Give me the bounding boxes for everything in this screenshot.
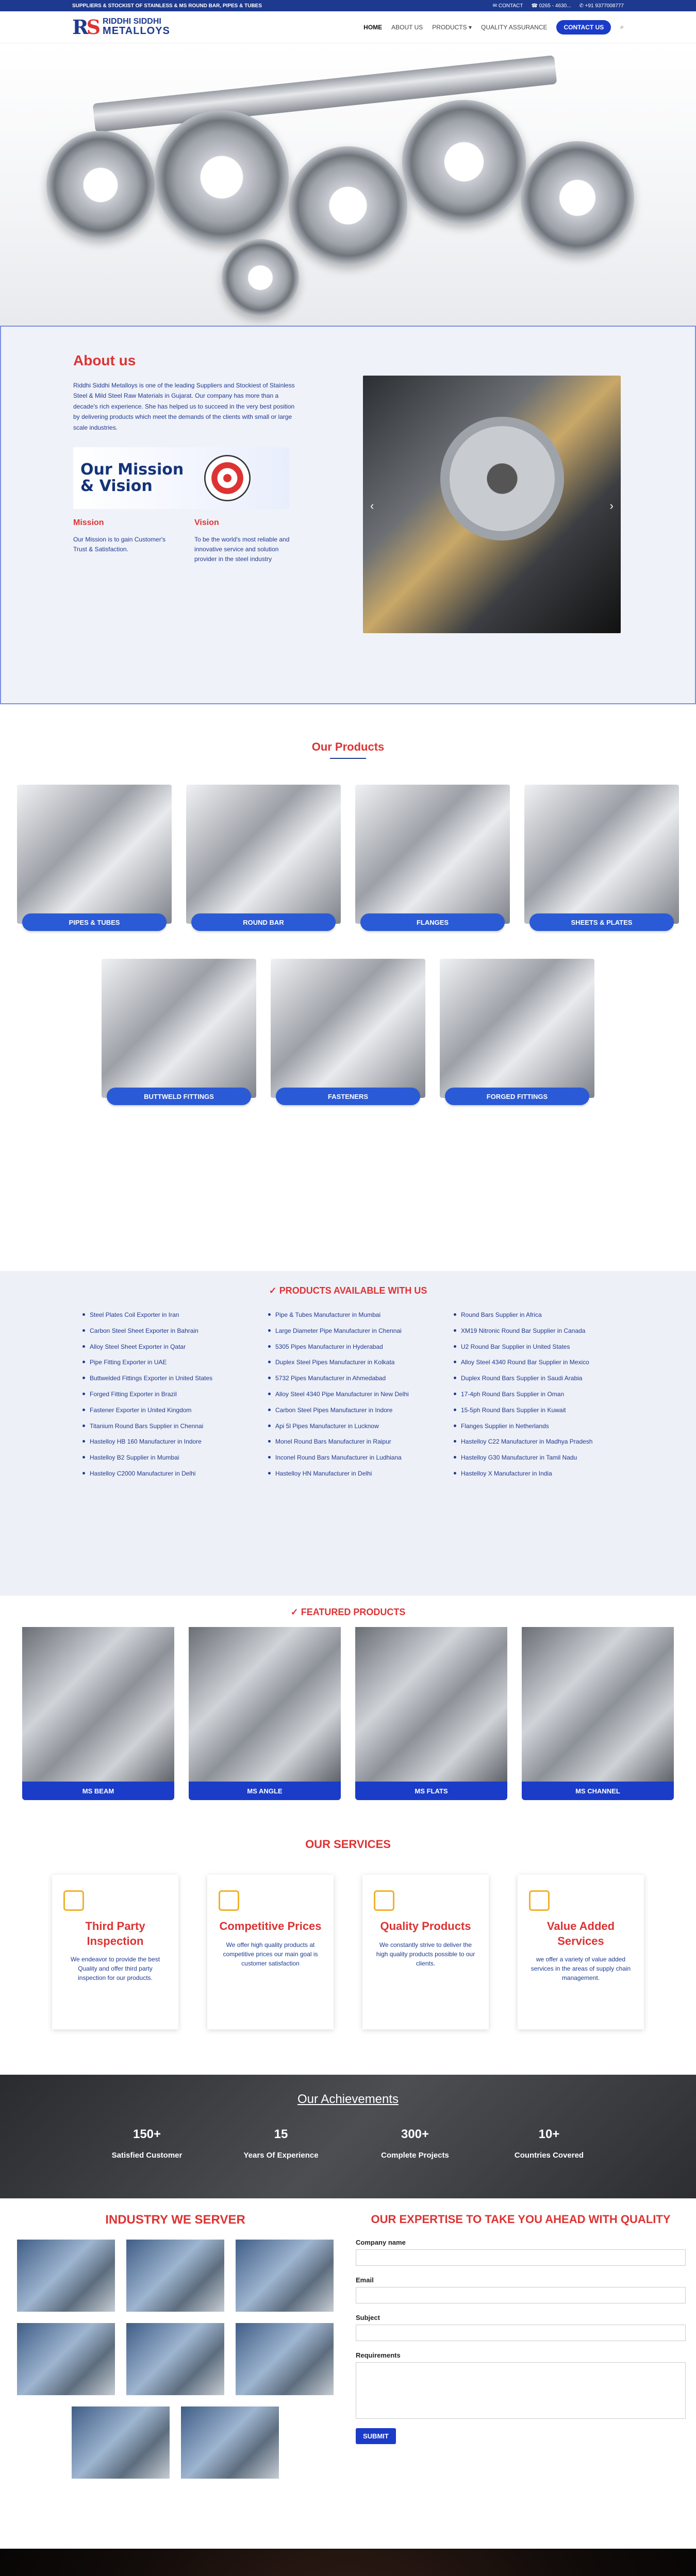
list-item[interactable]: Alloy Steel 4340 Round Bar Supplier in Mexico (454, 1358, 624, 1367)
about-title: About us (73, 352, 136, 368)
vision-text: To be the world's most reliable and innovative service and solution provider in the steel industry (194, 535, 290, 563)
industry-image (181, 2406, 279, 2479)
list-item[interactable]: Buttwelded Fittings Exporter in United States (82, 1374, 253, 1383)
email-input[interactable] (356, 2287, 686, 2303)
product-image (355, 785, 510, 924)
list-item[interactable]: U2 Round Bar Supplier in United States (454, 1343, 624, 1351)
list-item[interactable]: Api 5l Pipes Manufacturer in Lucknow (268, 1422, 438, 1431)
achievements-title: Our Achievements (297, 2092, 399, 2106)
services-section (0, 1822, 696, 2075)
vision-title: Vision (194, 518, 219, 527)
title-underline (330, 758, 366, 759)
industry-image (17, 2323, 115, 2395)
list-item[interactable]: Flanges Supplier in Netherlands (454, 1422, 624, 1431)
product-image (186, 785, 341, 924)
available-list-2 (268, 1311, 438, 1485)
expertise-title: OUR EXPERTISE TO TAKE YOU AHEAD WITH QUALITY (371, 2213, 671, 2226)
slider-next-icon[interactable]: › (609, 499, 614, 512)
products-available-section (0, 1271, 696, 1596)
nav-products[interactable]: PRODUCTS ▾ (432, 23, 472, 31)
slider-prev-icon[interactable]: ‹ (370, 499, 374, 512)
product-card[interactable] (440, 959, 594, 1098)
featured-image (189, 1627, 341, 1782)
service-card: Value Added Services we offer a variety of value added services in the areas of supply chain management. (518, 1875, 644, 2029)
flange-image (521, 141, 634, 255)
stat: 15 Years Of Experience (243, 2127, 319, 2160)
brand-line2: METALLOYS (103, 25, 170, 37)
email-label: Email (356, 2276, 374, 2284)
product-image (102, 959, 256, 1098)
list-item[interactable]: Forged Fitting Exporter in Brazil (82, 1390, 253, 1399)
featured-card[interactable] (522, 1627, 674, 1800)
list-item[interactable]: Round Bars Supplier in Africa (454, 1311, 624, 1319)
list-item[interactable]: Pipe Fitting Exporter in UAE (82, 1358, 253, 1367)
about-section (0, 326, 696, 704)
achievements-section (0, 2075, 696, 2198)
list-item[interactable]: Alloy Steel 4340 Pipe Manufacturer in New Delhi (268, 1390, 438, 1399)
requirements-label: Requirements (356, 2351, 401, 2359)
flange-image (155, 110, 289, 244)
featured-button[interactable]: MS CHANNEL (522, 1782, 674, 1800)
list-item[interactable]: Hastelloy X Manufacturer in India (454, 1469, 624, 1478)
services-title: OUR SERVICES (305, 1838, 391, 1851)
top-bar (0, 0, 696, 11)
search-icon[interactable]: ⌕ (620, 23, 624, 30)
list-item[interactable]: Monel Round Bars Manufacturer in Raipur (268, 1437, 438, 1446)
featured-card[interactable] (189, 1627, 341, 1800)
site-header (0, 11, 696, 43)
nav-about[interactable]: ABOUT US (391, 23, 423, 31)
flange-image (222, 239, 299, 316)
product-card[interactable] (17, 785, 172, 924)
product-image (524, 785, 679, 924)
hero-banner (0, 43, 696, 326)
products-section (0, 704, 696, 1271)
list-item[interactable]: Hastelloy HN Manufacturer in Delhi (268, 1469, 438, 1478)
target-icon (204, 455, 251, 501)
list-item[interactable]: 5305 Pipes Manufacturer in Hyderabad (268, 1343, 438, 1351)
list-item[interactable]: Hastelloy HB 160 Manufacturer in Indore (82, 1437, 253, 1446)
nav-home[interactable]: HOME (363, 23, 383, 31)
available-list-1 (82, 1311, 253, 1485)
list-item[interactable]: Fastener Exporter in United Kingdom (82, 1406, 253, 1415)
product-button[interactable]: FASTENERS (276, 1088, 420, 1105)
testimonials-section (0, 2549, 696, 2576)
mission-text: Our Mission is to gain Customer's Trust & Satisfaction. (73, 535, 166, 553)
product-button[interactable]: ROUND BAR (191, 913, 336, 931)
contact-link[interactable]: ✉ CONTACT (492, 3, 523, 9)
featured-image (522, 1627, 674, 1782)
list-item[interactable]: Large Diameter Pipe Manufacturer in Chennai (268, 1327, 438, 1335)
mission-title: Mission (73, 518, 104, 527)
list-item[interactable]: Pipe & Tubes Manufacturer in Mumbai (268, 1311, 438, 1319)
featured-card[interactable] (355, 1627, 507, 1800)
company-name-label: Company name (356, 2239, 406, 2246)
industry-image (236, 2240, 334, 2312)
service-card: Quality Products We constantly strive to deliver the high quality products possible to our clients. (362, 1875, 489, 2029)
about-intro: Riddhi Siddhi Metalloys is one of the leading Suppliers and Stockiest of Stainless Steel & Mild Steel Raw Materials in Gujarat. Our company has more than a decade's rich experience. She has helped us to succeed in the very best position by delivering products which meet the demands of the clients with small or large scale industries. (73, 382, 295, 431)
product-card[interactable] (524, 785, 679, 924)
product-button[interactable]: PIPES & TUBES (22, 913, 167, 931)
service-card: Competitive Prices We offer high quality products at competitive prices our main goal is customer satisfaction (207, 1875, 334, 2029)
available-title: ✓ PRODUCTS AVAILABLE WITH US (269, 1285, 427, 1296)
featured-button[interactable]: MS BEAM (22, 1782, 174, 1800)
list-item[interactable]: XM19 Nitronic Round Bar Supplier in Canada (454, 1327, 624, 1335)
industry-section (0, 2198, 696, 2549)
list-item[interactable]: Duplex Steel Pipes Manufacturer in Kolkata (268, 1358, 438, 1367)
stat: 150+ Satisfied Customer (111, 2127, 183, 2160)
product-image (271, 959, 425, 1098)
whatsapp-link[interactable]: ✆ +91 9377008777 (579, 3, 624, 9)
logo[interactable] (72, 15, 170, 39)
nav-quality[interactable]: QUALITY ASSURANCE (481, 23, 548, 31)
featured-image (22, 1627, 174, 1782)
featured-image (355, 1627, 507, 1782)
company-name-input[interactable] (356, 2249, 686, 2266)
industry-image (236, 2323, 334, 2395)
product-button[interactable]: SHEETS & PLATES (529, 913, 674, 931)
product-image (17, 785, 172, 924)
about-slider (363, 376, 621, 633)
product-button[interactable]: FORGED FITTINGS (445, 1088, 589, 1105)
logo-mark: RS (72, 15, 99, 39)
enquiry-form (356, 2239, 686, 2444)
flange-image (289, 146, 407, 265)
brand-line1: RIDDHI SIDDHI (103, 16, 161, 26)
industry-title: INDUSTRY WE SERVER (105, 2213, 245, 2227)
main-nav (363, 20, 624, 35)
product-button[interactable]: BUTTWELD FITTINGS (107, 1088, 251, 1105)
industry-image (126, 2240, 224, 2312)
nav-contact-button[interactable]: CONTACT US (556, 20, 611, 35)
stat: 300+ Complete Projects (381, 2127, 449, 2160)
featured-section (0, 1596, 696, 1822)
product-card[interactable] (186, 785, 341, 924)
tagline: SUPPLIERS & STOCKIST OF STAINLESS & MS ROUND BAR, PIPES & TUBES (72, 3, 262, 9)
product-button[interactable]: FLANGES (360, 913, 505, 931)
list-item[interactable]: Alloy Steel Sheet Exporter in Qatar (82, 1343, 253, 1351)
list-item[interactable]: Hastelloy C22 Manufacturer in Madhya Pradesh (454, 1437, 624, 1446)
flange-image (46, 131, 155, 239)
featured-card[interactable] (22, 1627, 174, 1800)
subject-label: Subject (356, 2314, 380, 2321)
list-item[interactable]: Carbon Steel Pipes Manufacturer in Indore (268, 1406, 438, 1415)
requirements-textarea[interactable] (356, 2362, 686, 2419)
list-item[interactable]: 5732 Pipes Manufacturer in Ahmedabad (268, 1374, 438, 1383)
stat: 10+ Countries Covered (514, 2127, 584, 2160)
product-card[interactable] (271, 959, 425, 1098)
quality-icon (374, 1890, 394, 1911)
flange-image (402, 100, 526, 224)
list-item[interactable]: Hastelloy B2 Supplier in Mumbai (82, 1453, 253, 1462)
list-item[interactable]: Inconel Round Bars Manufacturer in Ludhiana (268, 1453, 438, 1462)
price-icon (219, 1890, 239, 1911)
value-icon (529, 1890, 550, 1911)
list-item[interactable]: Titanium Round Bars Supplier in Chennai (82, 1422, 253, 1431)
list-item[interactable]: Duplex Round Bars Supplier in Saudi Arabia (454, 1374, 624, 1383)
inspection-icon (63, 1890, 84, 1911)
phone-link[interactable]: ☎ 0265 - 4630... (531, 3, 571, 9)
products-title: Our Products (311, 740, 385, 753)
service-card: Third Party Inspection We endeavor to provide the best Quality and offer third party inspection for our products. (52, 1875, 178, 2029)
industry-image (17, 2240, 115, 2312)
list-item[interactable]: Hastelloy C2000 Manufacturer in Delhi (82, 1469, 253, 1478)
list-item[interactable]: 15-5ph Round Bars Supplier in Kuwait (454, 1406, 624, 1415)
available-list-3 (454, 1311, 624, 1485)
featured-button[interactable]: MS FLATS (355, 1782, 507, 1800)
featured-button[interactable]: MS ANGLE (189, 1782, 341, 1800)
list-item[interactable]: 17-4ph Round Bars Supplier in Oman (454, 1390, 624, 1399)
product-card[interactable] (355, 785, 510, 924)
product-image (440, 959, 594, 1098)
cutting-blade-image (440, 417, 564, 540)
subject-input[interactable] (356, 2325, 686, 2341)
featured-title: ✓ FEATURED PRODUCTS (290, 1607, 406, 1617)
submit-button[interactable]: SUBMIT (356, 2428, 396, 2444)
industry-image (126, 2323, 224, 2395)
industry-image (72, 2406, 170, 2479)
product-card[interactable] (102, 959, 256, 1098)
mission-banner: Our Mission & Vision (73, 447, 290, 509)
industry-gallery (10, 2240, 340, 2479)
list-item[interactable]: Carbon Steel Sheet Exporter in Bahrain (82, 1327, 253, 1335)
list-item[interactable]: Hastelloy G30 Manufacturer in Tamil Nadu (454, 1453, 624, 1462)
list-item[interactable]: Steel Plates Coil Exporter in Iran (82, 1311, 253, 1319)
